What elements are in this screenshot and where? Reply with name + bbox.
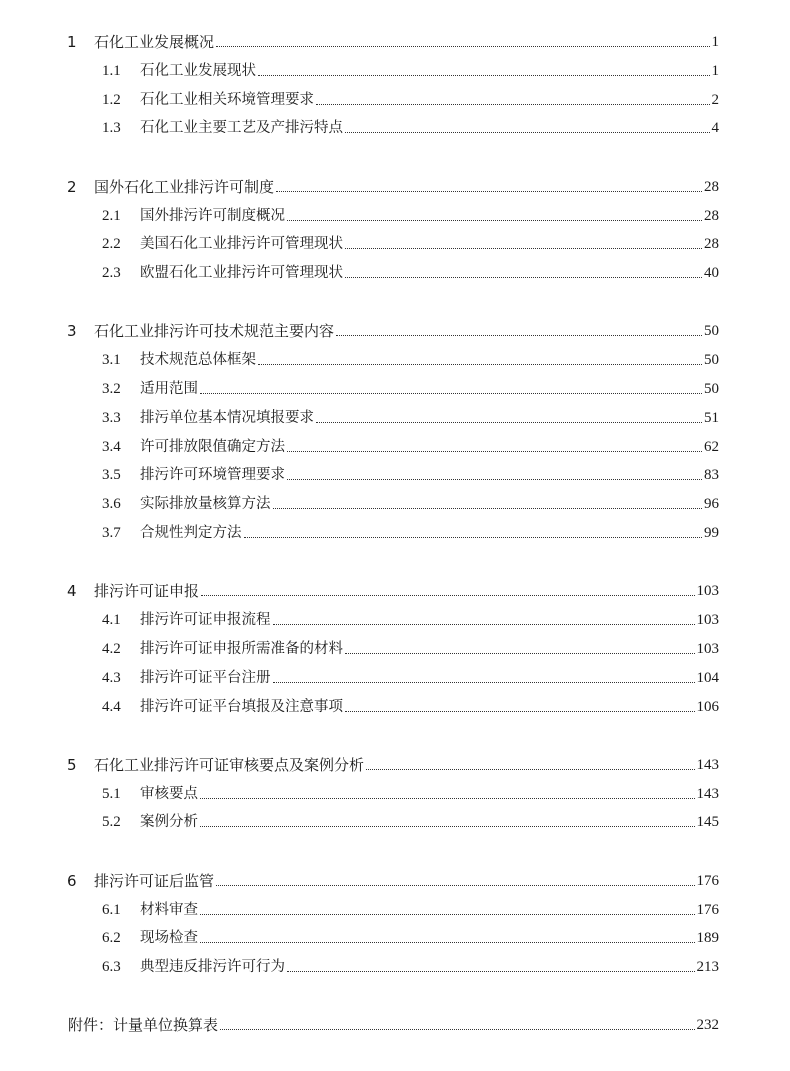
dot-leader (200, 798, 695, 799)
dot-leader (345, 653, 695, 654)
section-title: 案例分析 (140, 814, 198, 831)
page-number: 232 (696, 1017, 719, 1034)
section-number: 4.2 (102, 640, 121, 657)
chapter-title: 石化工业发展概况 (94, 33, 215, 51)
chapter-number: 5 (67, 755, 77, 774)
section-number: 6.3 (102, 959, 121, 976)
chapter-number: 2 (67, 177, 77, 196)
toc-section-1-2[interactable] (0, 88, 790, 112)
section-title: 欧盟石化工业排污许可管理现状 (140, 265, 343, 282)
toc-section-3-3[interactable] (0, 406, 790, 430)
dot-leader (287, 971, 695, 972)
page-number: 1 (711, 62, 719, 79)
dot-leader (345, 248, 702, 249)
section-number: 6.1 (102, 901, 121, 918)
page-number: 103 (696, 612, 719, 629)
toc-section-6-2[interactable] (0, 926, 790, 950)
chapter-number: 1 (67, 33, 77, 51)
toc-section-4-4[interactable] (0, 695, 790, 719)
page-number: 106 (696, 698, 719, 715)
section-title: 排污许可环境管理要求 (140, 467, 285, 484)
page-number: 51 (704, 409, 719, 426)
section-title: 适用范围 (140, 381, 198, 397)
section-number: 3.5 (102, 467, 121, 484)
page-number: 4 (711, 120, 719, 137)
dot-leader (287, 479, 702, 480)
toc-chapter-6[interactable] (0, 869, 790, 893)
toc-section-4-1[interactable] (0, 608, 790, 632)
page-number: 50 (704, 323, 719, 340)
section-title: 石化工业相关环境管理要求 (140, 91, 314, 108)
dot-leader (200, 826, 695, 827)
section-title: 技术规范总体框架 (140, 352, 256, 369)
section-title: 石化工业发展现状 (140, 62, 256, 79)
toc-section-5-2[interactable] (0, 810, 790, 834)
section-title: 材料审查 (140, 901, 198, 918)
section-title: 美国石化工业排污许可管理现状 (140, 236, 343, 253)
dot-leader (200, 942, 695, 943)
dot-leader (201, 595, 695, 596)
dot-leader (316, 104, 710, 105)
page-number: 40 (704, 265, 719, 282)
dot-leader (244, 537, 702, 538)
section-number: 3.1 (102, 352, 121, 369)
chapter-number: 4 (67, 582, 77, 601)
toc-section-6-1[interactable] (0, 898, 790, 922)
dot-leader (273, 624, 695, 625)
section-title: 合规性判定方法 (140, 525, 242, 541)
section-number: 5.2 (102, 814, 121, 831)
page-number: 83 (704, 467, 719, 484)
toc-section-6-3[interactable] (0, 955, 790, 979)
dot-leader (366, 769, 695, 770)
page-number: 28 (704, 207, 719, 224)
section-title: 排污单位基本情况填报要求 (140, 409, 314, 426)
toc-chapter-1[interactable] (0, 30, 790, 54)
dot-leader (200, 393, 702, 394)
section-number: 1.3 (102, 120, 121, 137)
toc-section-2-1[interactable] (0, 204, 790, 228)
toc-section-1-3[interactable] (0, 116, 790, 140)
section-title: 排污许可证申报流程 (140, 612, 271, 629)
section-title: 实际排放量核算方法 (140, 496, 271, 513)
dot-leader (258, 364, 702, 365)
appendix-title: 附件：计量单位换算表 (68, 1016, 219, 1035)
toc-section-3-2[interactable] (0, 377, 790, 401)
page-number: 189 (696, 930, 719, 947)
section-number: 4.3 (102, 669, 121, 686)
section-title: 现场检查 (140, 930, 198, 947)
section-number: 2.1 (102, 207, 121, 224)
page-number: 104 (696, 669, 719, 686)
toc-section-3-4[interactable] (0, 435, 790, 459)
chapter-title: 国外石化工业排污许可制度 (94, 177, 275, 196)
toc-section-3-7[interactable] (0, 521, 790, 545)
section-title: 国外排污许可制度概况 (140, 207, 285, 224)
section-number: 1.2 (102, 91, 121, 108)
dot-leader (258, 75, 710, 76)
page-number: 2 (711, 91, 719, 108)
toc-section-1-1[interactable] (0, 59, 790, 83)
dot-leader (345, 711, 695, 712)
dot-leader (273, 682, 695, 683)
toc-section-4-3[interactable] (0, 666, 790, 690)
section-number: 4.1 (102, 612, 121, 629)
toc-chapter-5[interactable] (0, 753, 790, 777)
toc-chapter-2[interactable] (0, 175, 790, 199)
section-title: 典型违反排污许可行为 (140, 959, 285, 976)
chapter-number: 3 (67, 322, 77, 341)
dot-leader (276, 191, 702, 192)
dot-leader (216, 885, 695, 886)
section-title: 排污许可证申报所需准备的材料 (140, 640, 343, 657)
page-number: 50 (704, 352, 719, 369)
chapter-number: 6 (67, 871, 77, 890)
page-number: 1 (711, 34, 719, 50)
page-number: 143 (696, 756, 719, 773)
toc-chapter-3[interactable] (0, 319, 790, 343)
page-number: 145 (696, 814, 719, 831)
dot-leader (345, 132, 710, 133)
section-title: 排污许可证平台注册 (140, 669, 271, 686)
section-number: 3.4 (102, 438, 121, 455)
page-number: 96 (704, 496, 719, 513)
page-number: 28 (704, 178, 719, 195)
toc-section-2-2[interactable] (0, 232, 790, 256)
dot-leader (287, 220, 702, 221)
toc-section-3-5[interactable] (0, 463, 790, 487)
section-number: 3.6 (102, 496, 121, 513)
page-number: 213 (696, 959, 719, 976)
section-title: 石化工业主要工艺及产排污特点 (140, 120, 343, 137)
dot-leader (316, 422, 702, 423)
page-number: 99 (704, 525, 719, 541)
dot-leader (220, 1029, 695, 1030)
page-number: 62 (704, 438, 719, 455)
toc-appendix[interactable] (0, 1013, 790, 1037)
dot-leader (336, 335, 702, 336)
toc-section-4-2[interactable] (0, 637, 790, 661)
dot-leader (287, 451, 702, 452)
toc-section-3-6[interactable] (0, 492, 790, 516)
section-number: 3.7 (102, 525, 121, 541)
toc-section-3-1[interactable] (0, 348, 790, 372)
page-number: 103 (696, 583, 719, 600)
section-title: 审核要点 (140, 785, 198, 802)
chapter-title: 排污许可证申报 (94, 582, 200, 601)
dot-leader (216, 46, 710, 47)
dot-leader (273, 508, 702, 509)
toc-chapter-4[interactable] (0, 579, 790, 603)
section-number: 3.3 (102, 409, 121, 426)
page-number: 28 (704, 236, 719, 253)
section-number: 5.1 (102, 785, 121, 802)
page-number: 176 (696, 872, 719, 889)
page-number: 103 (696, 640, 719, 657)
page-number: 143 (696, 785, 719, 802)
chapter-title: 石化工业排污许可技术规范主要内容 (94, 322, 335, 341)
section-number: 6.2 (102, 930, 121, 947)
toc-section-2-3[interactable] (0, 261, 790, 285)
section-number: 1.1 (102, 62, 121, 79)
section-number: 2.2 (102, 236, 121, 253)
section-number: 3.2 (102, 381, 121, 397)
dot-leader (200, 914, 695, 915)
section-number: 4.4 (102, 698, 121, 715)
section-title: 排污许可证平台填报及注意事项 (140, 698, 343, 715)
section-title: 许可排放限值确定方法 (140, 438, 285, 455)
dot-leader (345, 277, 702, 278)
chapter-title: 排污许可证后监管 (94, 871, 215, 890)
chapter-title: 石化工业排污许可证审核要点及案例分析 (94, 755, 365, 774)
section-number: 2.3 (102, 265, 121, 282)
page-number: 176 (696, 901, 719, 918)
toc-section-5-1[interactable] (0, 782, 790, 806)
page-number: 50 (704, 381, 719, 397)
